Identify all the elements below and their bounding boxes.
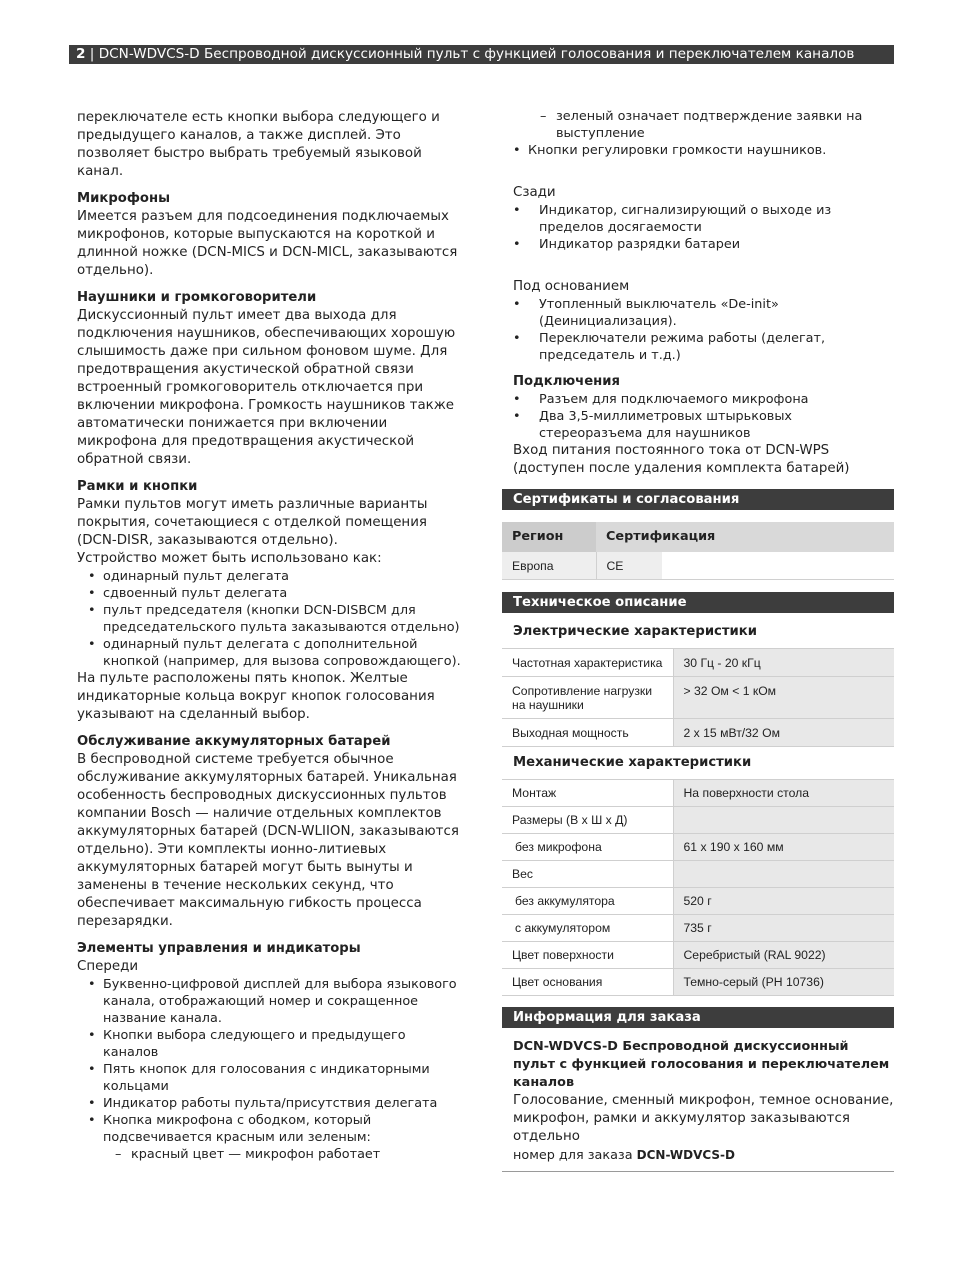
table-row [502, 915, 894, 942]
table-row [502, 719, 894, 747]
order-description: Голосование, сменный микрофон, темное основание, микрофон, рамки и аккумулятор заказываются отдельно [513, 1093, 894, 1144]
front-list-continued [502, 108, 894, 159]
table-cell: 61 x 190 x 160 мм [673, 834, 894, 861]
connections-text: Вход питания постоянного тока от DCN-WPS (доступен после удаления комплекта батарей) [513, 443, 850, 476]
list-item: • пульт председателя (кнопки DCN-DISBCM для председательского пульта заказываются отдельно) [77, 602, 462, 636]
table-cell: Вес [502, 861, 673, 888]
battery-text: В беспроводной системе требуется обычное обслуживание аккумуляторных батарей. Уникальная особенность беспроводных дискуссионных пультов компании Bosch — наличие отдельных комплектов аккумуляторных батарей (DCN-WLIION, заказываются отдельно). Эти комплекты ионно-литиевых аккумуляторных батарей могут быть вынуты и заменены в течение нескольких секунд, что обеспечивает максимальную гибкость процесса перезарядки. [77, 752, 459, 929]
buttons-text: На пульте расположены пять кнопок. Желтые индикаторные кольца вокруг кнопок голосования указывают на сделанный выбор. [77, 671, 435, 722]
order-number-line [513, 1146, 894, 1165]
frames-heading: Рамки и кнопки [77, 479, 198, 494]
list-item: • одинарный пульт делегата с дополнительной кнопкой (например, для вызова сопровождающего). [77, 636, 462, 670]
order-band: Информация для заказа [502, 1007, 894, 1028]
front-label: Спереди [77, 959, 139, 974]
table-row [502, 552, 894, 580]
certifications-band: Сертификаты и согласования [502, 489, 894, 510]
table-cell: Сопротивление нагрузки на наушники [502, 677, 673, 719]
rear-list [502, 202, 894, 253]
table-cell: 2 x 15 мВт/32 Ом [673, 719, 894, 747]
list-item: • Кнопки регулировки громкости наушников. [502, 142, 894, 159]
controls-heading: Элементы управления и индикаторы [77, 941, 361, 956]
table-cell: 30 Гц - 20 кГц [673, 649, 894, 677]
rear-label: Сзади [513, 185, 556, 200]
list-item: • Кнопка микрофона с ободком, который подсвечивается красным или зеленым: [77, 1112, 462, 1146]
left-column [77, 109, 462, 1163]
list-item: • Утопленный выключатель «De-init» (Деинициализация). [502, 296, 894, 330]
table-row [502, 649, 894, 677]
order-number: DCN-WDVCS-D [636, 1148, 735, 1162]
table-cell: без аккумулятора [502, 888, 673, 915]
list-item: • Пять кнопок для голосования с индикаторными кольцами [77, 1061, 462, 1095]
technical-band: Техническое описание [502, 592, 894, 613]
mechanical-heading: Механические характеристики [513, 755, 752, 770]
battery-heading: Обслуживание аккумуляторных батарей [77, 734, 391, 749]
table-row [502, 942, 894, 969]
table-cell: Цвет основания [502, 969, 673, 996]
column-header: Сертификация [596, 522, 894, 552]
list-item: • Переключатели режима работы (делегат, председатель и т.д.) [502, 330, 894, 364]
electrical-table [502, 648, 894, 747]
table-cell [673, 861, 894, 888]
connections-list [502, 391, 894, 442]
frames-text: Рамки пультов могут иметь различные варианты покрытия, сочетающиеся с отделкой помещения (DCN-DISR, заказываются отдельно). [77, 497, 428, 548]
table-cell: Монтаж [502, 780, 673, 807]
table-cell: Европа [502, 552, 596, 580]
table-row [502, 861, 894, 888]
order-info [502, 1038, 894, 1172]
table-cell: 520 г [673, 888, 894, 915]
list-item: • Кнопки выбора следующего и предыдущего каналов [77, 1027, 462, 1061]
table-cell: Размеры (В х Ш х Д) [502, 807, 673, 834]
base-list [502, 296, 894, 364]
list-subitem: – зеленый означает подтверждение заявки на выступление [502, 108, 894, 142]
table-row [502, 834, 894, 861]
base-label: Под основанием [513, 279, 630, 294]
mechanical-table [502, 779, 894, 996]
microphones-text: Имеется разъем для подсоединения подключаемых микрофонов, которые выпускаются на короткой и длинной ножке (DCN-MICS и DCN-MICL, заказываются отдельно). [77, 209, 458, 278]
table-row [502, 677, 894, 719]
usage-intro: Устройство может быть использовано как: [77, 551, 382, 566]
intro-paragraph: переключателе есть кнопки выбора следующего и предыдущего каналов, а также дисплей. Это позволяет быстро выбрать требуемый языковой канал. [77, 110, 440, 179]
table-cell: Серебристый (RAL 9022) [673, 942, 894, 969]
column-header: Регион [502, 522, 596, 552]
table-row [502, 888, 894, 915]
certifications-table [502, 522, 894, 580]
headphones-heading: Наушники и громкоговорители [77, 290, 317, 305]
page-header [69, 45, 894, 64]
table-cell: с аккумулятором [502, 915, 673, 942]
page-header-title: | DCN-WDVCS-D Беспроводной дискуссионный пульт с функцией голосования и переключателем каналов [85, 46, 855, 62]
front-list [77, 976, 462, 1163]
table-row [502, 807, 894, 834]
table-cell: без микрофона [502, 834, 673, 861]
table-cell: 735 г [673, 915, 894, 942]
connections-heading: Подключения [513, 374, 620, 389]
list-subitem: – красный цвет — микрофон работает [77, 1146, 462, 1163]
order-number-label: номер для заказа [513, 1148, 637, 1163]
table-cell: Цвет поверхности [502, 942, 673, 969]
table-cell: Темно-серый (PH 10736) [673, 969, 894, 996]
list-item: • сдвоенный пульт делегата [77, 585, 462, 602]
table-row [502, 969, 894, 996]
table-cell: CE [596, 552, 662, 580]
usage-list [77, 568, 462, 670]
page-number: 2 [76, 46, 86, 62]
table-cell: Частотная характеристика [502, 649, 673, 677]
table-header-row [502, 522, 894, 552]
list-item: • Индикатор работы пульта/присутствия делегата [77, 1095, 462, 1112]
table-row [502, 780, 894, 807]
list-item: • одинарный пульт делегата [77, 568, 462, 585]
order-title: DCN-WDVCS-D Беспроводной дискуссионный пульт с функцией голосования и переключателем каналов [513, 1039, 890, 1090]
list-item: • Два 3,5-миллиметровых штырьковых стереоразъема для наушников [502, 408, 894, 442]
table-cell: > 32 Ом < 1 кОм [673, 677, 894, 719]
list-item: • Индикатор разрядки батареи [502, 236, 894, 253]
table-cell: На поверхности стола [673, 780, 894, 807]
electrical-heading: Электрические характеристики [513, 624, 757, 639]
headphones-text: Дискуссионный пульт имеет два выхода для подключения наушников, обеспечивающих хорошую слышимость даже при сильном фоновом шуме. Для предотвращения акустической обратной связи встроенный громкоговоритель отключается при включении микрофона. Громкость наушников также автоматически понижается при включении микрофона для предотвращения акустической обратной связи. [77, 308, 456, 467]
list-item: • Буквенно-цифровой дисплей для выбора языкового канала, отображающий номер и сокращенное название канала. [77, 976, 462, 1027]
table-cell [662, 552, 894, 580]
table-cell [673, 807, 894, 834]
list-item: • Индикатор, сигнализирующий о выходе из пределов досягаемости [502, 202, 894, 236]
list-item: • Разъем для подключаемого микрофона [502, 391, 894, 408]
right-column [502, 108, 894, 1172]
table-cell: Выходная мощность [502, 719, 673, 747]
microphones-heading: Микрофоны [77, 191, 170, 206]
